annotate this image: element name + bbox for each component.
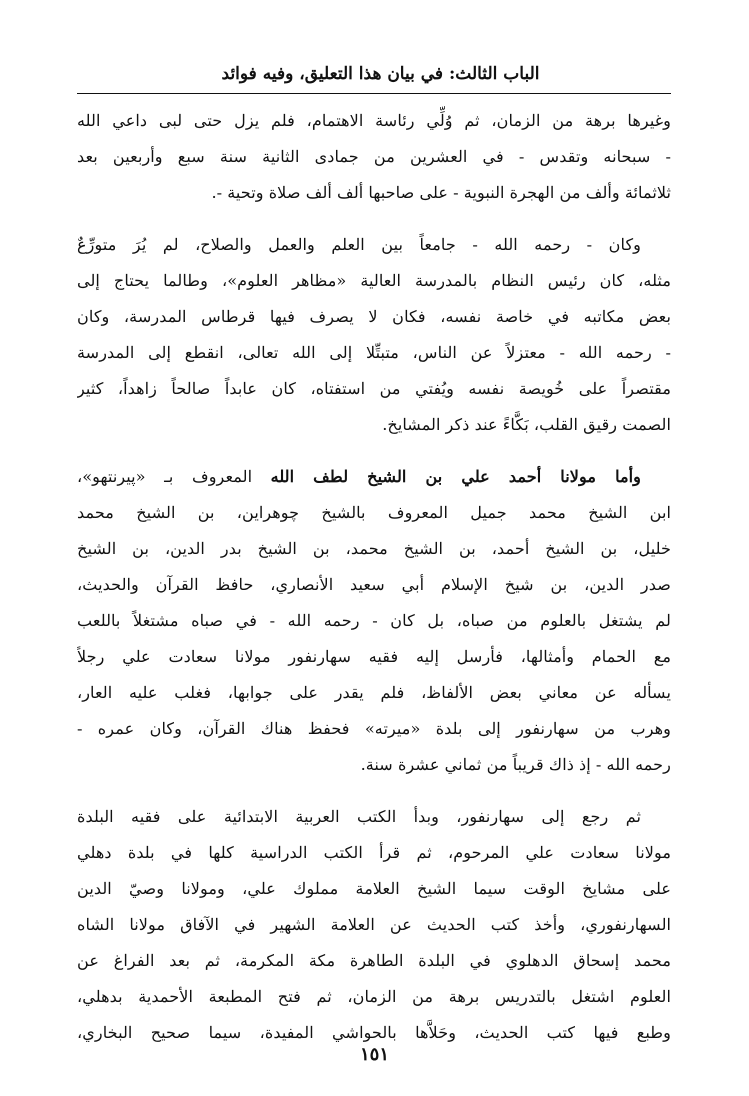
text-line: ثلاثمائة وألف من الهجرة النبوية - على صاحبها ألف ألف صلاة وتحية -. (211, 183, 671, 202)
text-line: مولانا سعادت علي المرحوم، ثم قرأ الكتب الدراسية كلها في بلدة دهلي (77, 843, 671, 862)
text-line: وهرب من سهارنفور إلى بلدة «ميرته» فحفظ هناك القرآن، وكان عمره - (77, 719, 671, 738)
text-body (77, 103, 671, 1051)
text-line: العلوم اشتغل بالتدريس برهة من الزمان، ثم فتح المطبعة الأحمدية بدهلي، (77, 987, 671, 1006)
text-line: وطبع فيها كتب الحديث، وحَلاَّها بالحواشي المفيدة، سيما صحيح البخاري، (77, 1023, 671, 1042)
text-line: السهارنفوري، وأخذ كتب الحديث عن العلامة الشهير في الآفاق مولانا الشاه (77, 915, 671, 934)
text-line (77, 459, 671, 495)
text-line: محمد إسحاق الدهلوي في البلدة الطاهرة مكة المكرمة، ثم بعد الفراغ عن (77, 951, 671, 970)
text-line: بعض مكاتبه في خاصة نفسه، فكان لا يصرف فيها قرطاس المدرسة، وكان (77, 307, 671, 326)
paragraph-gap (77, 211, 671, 227)
text-line: مقتصراً على خُويصة نفسه ويُفتي من استفتاه، كان عابداً صالحاً زاهداً، كثير (77, 379, 671, 398)
chapter-header: الباب الثالث: في بيان هذا التعليق، وفيه فوائد (221, 64, 540, 84)
text-line: - رحمه الله - معتزلاً عن الناس، متبتِّلا إلى الله تعالى، انقطع إلى المدرسة (77, 343, 671, 362)
text-line: على مشايخ الوقت سيما الشيخ العلامة مملوك علي، ومولانا وصيّ الدين (77, 879, 671, 898)
text-line: يسأله عن معاني بعض الألفاظ، فلم يقدر على جوابها، فغلب عليه العار، (77, 683, 671, 702)
paragraph-4 (77, 799, 671, 1051)
text-line: رحمه الله - إذ ذاك قريباً من ثماني عشرة سنة. (360, 755, 671, 774)
text-line: وكان - رحمه الله - جامعاً بين العلم والعمل والصلاح، لم يُرَ متورِّعٌ (77, 235, 641, 254)
paragraph-1 (77, 103, 671, 211)
paragraph-gap (77, 783, 671, 799)
text-line: لم يشتغل بالعلوم من صباه، بل كان - رحمه الله - في صباه مشتغلاً باللعب (77, 611, 671, 630)
text-line: ابن الشيخ محمد جميل المعروف بالشيخ چوهراين، بن الشيخ محمد (77, 503, 671, 522)
text-line: مثله، كان رئيس النظام بالمدرسة العالية «مظاهر العلوم»، وطالما يحتاج إلى (77, 271, 671, 290)
person-name: وأما مولانا أحمد علي بن الشيخ لطف الله (270, 467, 641, 486)
text-run: المعروف بـ «پيرنتهو»، (77, 467, 271, 486)
text-line: صدر الدين، بن شيخ الإسلام أبي سعيد الأنصاري، حافظ القرآن والحديث، (77, 575, 671, 594)
paragraph-gap (77, 443, 671, 459)
text-line: الصمت رقيق القلب، بَكَّاءً عند ذكر المشايخ. (382, 415, 671, 434)
header-rule (77, 93, 671, 94)
text-line: مع الحمام وأمثالها، فأرسل إليه فقيه سهارنفور مولانا سعادت علي رجلاً (77, 647, 671, 666)
text-line: - سبحانه وتقدس - في العشرين من جمادى الثانية سنة سبع وأربعين بعد (77, 147, 671, 166)
text-line: وغيرها برهة من الزمان، ثم وُلِّي رئاسة الاهتمام، فلم يزل حتى لبى داعي الله (77, 111, 671, 130)
paragraph-2 (77, 227, 671, 443)
text-line: خليل، بن الشيخ أحمد، بن الشيخ محمد، بن الشيخ بدر الدين، بن الشيخ (77, 539, 671, 558)
text-line: ثم رجع إلى سهارنفور، وبدأ الكتب العربية الابتدائية على فقيه البلدة (77, 807, 641, 826)
paragraph-3 (77, 459, 671, 783)
page-number: ١٥١ (359, 1044, 389, 1065)
